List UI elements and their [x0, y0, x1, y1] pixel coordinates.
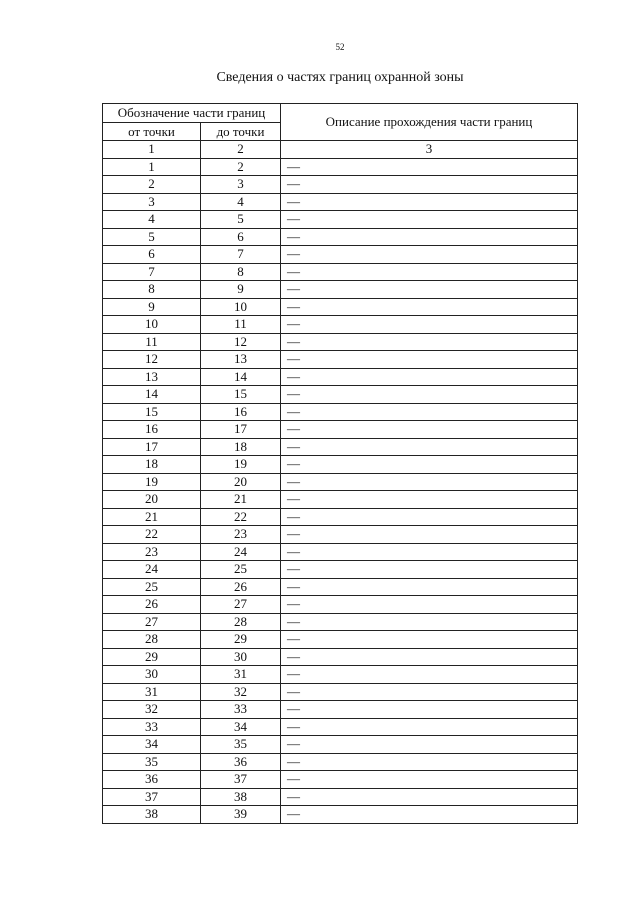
description-cell: — — [281, 683, 578, 701]
to-point-cell: 39 — [201, 806, 281, 824]
description-cell: — — [281, 473, 578, 491]
to-point-cell: 16 — [201, 403, 281, 421]
table-row — [103, 543, 578, 561]
from-point-cell: 23 — [103, 543, 201, 561]
to-point-cell: 3 — [201, 176, 281, 194]
description-cell: — — [281, 263, 578, 281]
to-point-cell: 20 — [201, 473, 281, 491]
to-point-cell: 25 — [201, 561, 281, 579]
from-point-cell: 7 — [103, 263, 201, 281]
to-point-cell: 8 — [201, 263, 281, 281]
from-point-cell: 28 — [103, 631, 201, 649]
table-row — [103, 596, 578, 614]
to-point-cell: 13 — [201, 351, 281, 369]
description-cell: — — [281, 701, 578, 719]
to-point-cell: 35 — [201, 736, 281, 754]
table-row — [103, 648, 578, 666]
description-cell: — — [281, 298, 578, 316]
table-row — [103, 421, 578, 439]
description-cell: — — [281, 158, 578, 176]
description-cell: — — [281, 176, 578, 194]
description-cell: — — [281, 421, 578, 439]
description-cell: — — [281, 771, 578, 789]
to-point-cell: 28 — [201, 613, 281, 631]
from-point-cell: 32 — [103, 701, 201, 719]
from-point-cell: 25 — [103, 578, 201, 596]
table-row — [103, 736, 578, 754]
description-cell: — — [281, 561, 578, 579]
table-row — [103, 753, 578, 771]
to-point-cell: 36 — [201, 753, 281, 771]
table-row — [103, 526, 578, 544]
from-point-cell: 27 — [103, 613, 201, 631]
to-point-cell: 34 — [201, 718, 281, 736]
from-point-cell: 31 — [103, 683, 201, 701]
table-row — [103, 561, 578, 579]
description-cell: — — [281, 666, 578, 684]
to-point-cell: 19 — [201, 456, 281, 474]
description-cell: — — [281, 508, 578, 526]
description-cell: — — [281, 806, 578, 824]
from-point-cell: 2 — [103, 176, 201, 194]
description-cell: — — [281, 648, 578, 666]
table-row — [103, 806, 578, 824]
table-row — [103, 386, 578, 404]
to-point-cell: 38 — [201, 788, 281, 806]
to-point-cell: 27 — [201, 596, 281, 614]
page-number: 52 — [335, 42, 345, 52]
from-point-cell: 4 — [103, 211, 201, 229]
description-header: Описание прохождения части границ — [281, 104, 578, 141]
description-cell: — — [281, 753, 578, 771]
from-point-cell: 8 — [103, 281, 201, 299]
column-index-3: 3 — [281, 141, 578, 159]
table-row — [103, 438, 578, 456]
from-point-cell: 9 — [103, 298, 201, 316]
from-point-cell: 6 — [103, 246, 201, 264]
table-row — [103, 683, 578, 701]
from-point-cell: 5 — [103, 228, 201, 246]
description-cell: — — [281, 631, 578, 649]
description-cell: — — [281, 438, 578, 456]
from-point-cell: 29 — [103, 648, 201, 666]
table-row — [103, 578, 578, 596]
to-point-cell: 37 — [201, 771, 281, 789]
to-point-cell: 18 — [201, 438, 281, 456]
table-row — [103, 333, 578, 351]
description-cell: — — [281, 386, 578, 404]
to-point-cell: 4 — [201, 193, 281, 211]
description-cell: — — [281, 281, 578, 299]
from-point-cell: 33 — [103, 718, 201, 736]
table-row — [103, 246, 578, 264]
table-row — [103, 351, 578, 369]
table-row — [103, 263, 578, 281]
table-row — [103, 228, 578, 246]
from-point-cell: 1 — [103, 158, 201, 176]
to-point-cell: 26 — [201, 578, 281, 596]
to-point-cell: 6 — [201, 228, 281, 246]
description-cell: — — [281, 718, 578, 736]
table-row — [103, 718, 578, 736]
description-cell: — — [281, 596, 578, 614]
description-cell: — — [281, 788, 578, 806]
from-point-cell: 21 — [103, 508, 201, 526]
table-row — [103, 193, 578, 211]
description-cell: — — [281, 316, 578, 334]
to-point-cell: 21 — [201, 491, 281, 509]
from-point-cell: 13 — [103, 368, 201, 386]
description-cell: — — [281, 228, 578, 246]
table-row — [103, 788, 578, 806]
table-row — [103, 368, 578, 386]
table-row — [103, 666, 578, 684]
from-point-cell: 22 — [103, 526, 201, 544]
from-point-cell: 15 — [103, 403, 201, 421]
from-point-cell: 14 — [103, 386, 201, 404]
to-point-cell: 29 — [201, 631, 281, 649]
from-point-cell: 3 — [103, 193, 201, 211]
to-point-cell: 24 — [201, 543, 281, 561]
description-cell: — — [281, 211, 578, 229]
to-point-cell: 10 — [201, 298, 281, 316]
description-cell: — — [281, 543, 578, 561]
description-cell: — — [281, 368, 578, 386]
to-point-cell: 12 — [201, 333, 281, 351]
table-row — [103, 158, 578, 176]
from-point-cell: 18 — [103, 456, 201, 474]
from-point-cell: 38 — [103, 806, 201, 824]
to-point-cell: 15 — [201, 386, 281, 404]
table-row — [103, 403, 578, 421]
header-row — [103, 104, 578, 123]
from-point-cell: 36 — [103, 771, 201, 789]
from-point-cell: 20 — [103, 491, 201, 509]
description-cell: — — [281, 403, 578, 421]
table-row — [103, 491, 578, 509]
table-row — [103, 281, 578, 299]
table-row — [103, 211, 578, 229]
description-cell: — — [281, 246, 578, 264]
to-point-cell: 33 — [201, 701, 281, 719]
from-point-cell: 34 — [103, 736, 201, 754]
from-point-cell: 10 — [103, 316, 201, 334]
table-row — [103, 631, 578, 649]
column-index-1: 1 — [103, 141, 201, 159]
to-point-cell: 30 — [201, 648, 281, 666]
description-cell: — — [281, 193, 578, 211]
from-point-header: от точки — [103, 123, 201, 141]
table-row — [103, 613, 578, 631]
description-cell: — — [281, 333, 578, 351]
table-row — [103, 176, 578, 194]
document-title: Сведения о частях границ охранной зоны — [216, 70, 464, 85]
from-point-cell: 35 — [103, 753, 201, 771]
column-index-2: 2 — [201, 141, 281, 159]
to-point-cell: 11 — [201, 316, 281, 334]
table-row — [103, 298, 578, 316]
to-point-cell: 17 — [201, 421, 281, 439]
to-point-cell: 9 — [201, 281, 281, 299]
to-point-cell: 7 — [201, 246, 281, 264]
table-row — [103, 473, 578, 491]
description-cell: — — [281, 491, 578, 509]
to-point-cell: 5 — [201, 211, 281, 229]
from-point-cell: 24 — [103, 561, 201, 579]
description-cell: — — [281, 526, 578, 544]
to-point-cell: 23 — [201, 526, 281, 544]
table-body — [103, 158, 578, 823]
table-row — [103, 316, 578, 334]
from-point-cell: 26 — [103, 596, 201, 614]
from-point-cell: 17 — [103, 438, 201, 456]
to-point-cell: 32 — [201, 683, 281, 701]
table-row — [103, 456, 578, 474]
to-point-cell: 22 — [201, 508, 281, 526]
to-point-cell: 14 — [201, 368, 281, 386]
from-point-cell: 19 — [103, 473, 201, 491]
table-row — [103, 701, 578, 719]
from-point-cell: 30 — [103, 666, 201, 684]
description-cell: — — [281, 456, 578, 474]
to-point-cell: 31 — [201, 666, 281, 684]
table-row — [103, 771, 578, 789]
description-cell: — — [281, 613, 578, 631]
from-point-cell: 16 — [103, 421, 201, 439]
boundary-parts-table — [102, 103, 578, 824]
to-point-cell: 2 — [201, 158, 281, 176]
column-index-row — [103, 141, 578, 159]
from-point-cell: 11 — [103, 333, 201, 351]
table-row — [103, 508, 578, 526]
to-point-header: до точки — [201, 123, 281, 141]
from-point-cell: 37 — [103, 788, 201, 806]
group-header: Обозначение части границ — [103, 104, 281, 123]
from-point-cell: 12 — [103, 351, 201, 369]
description-cell: — — [281, 578, 578, 596]
description-cell: — — [281, 351, 578, 369]
description-cell: — — [281, 736, 578, 754]
